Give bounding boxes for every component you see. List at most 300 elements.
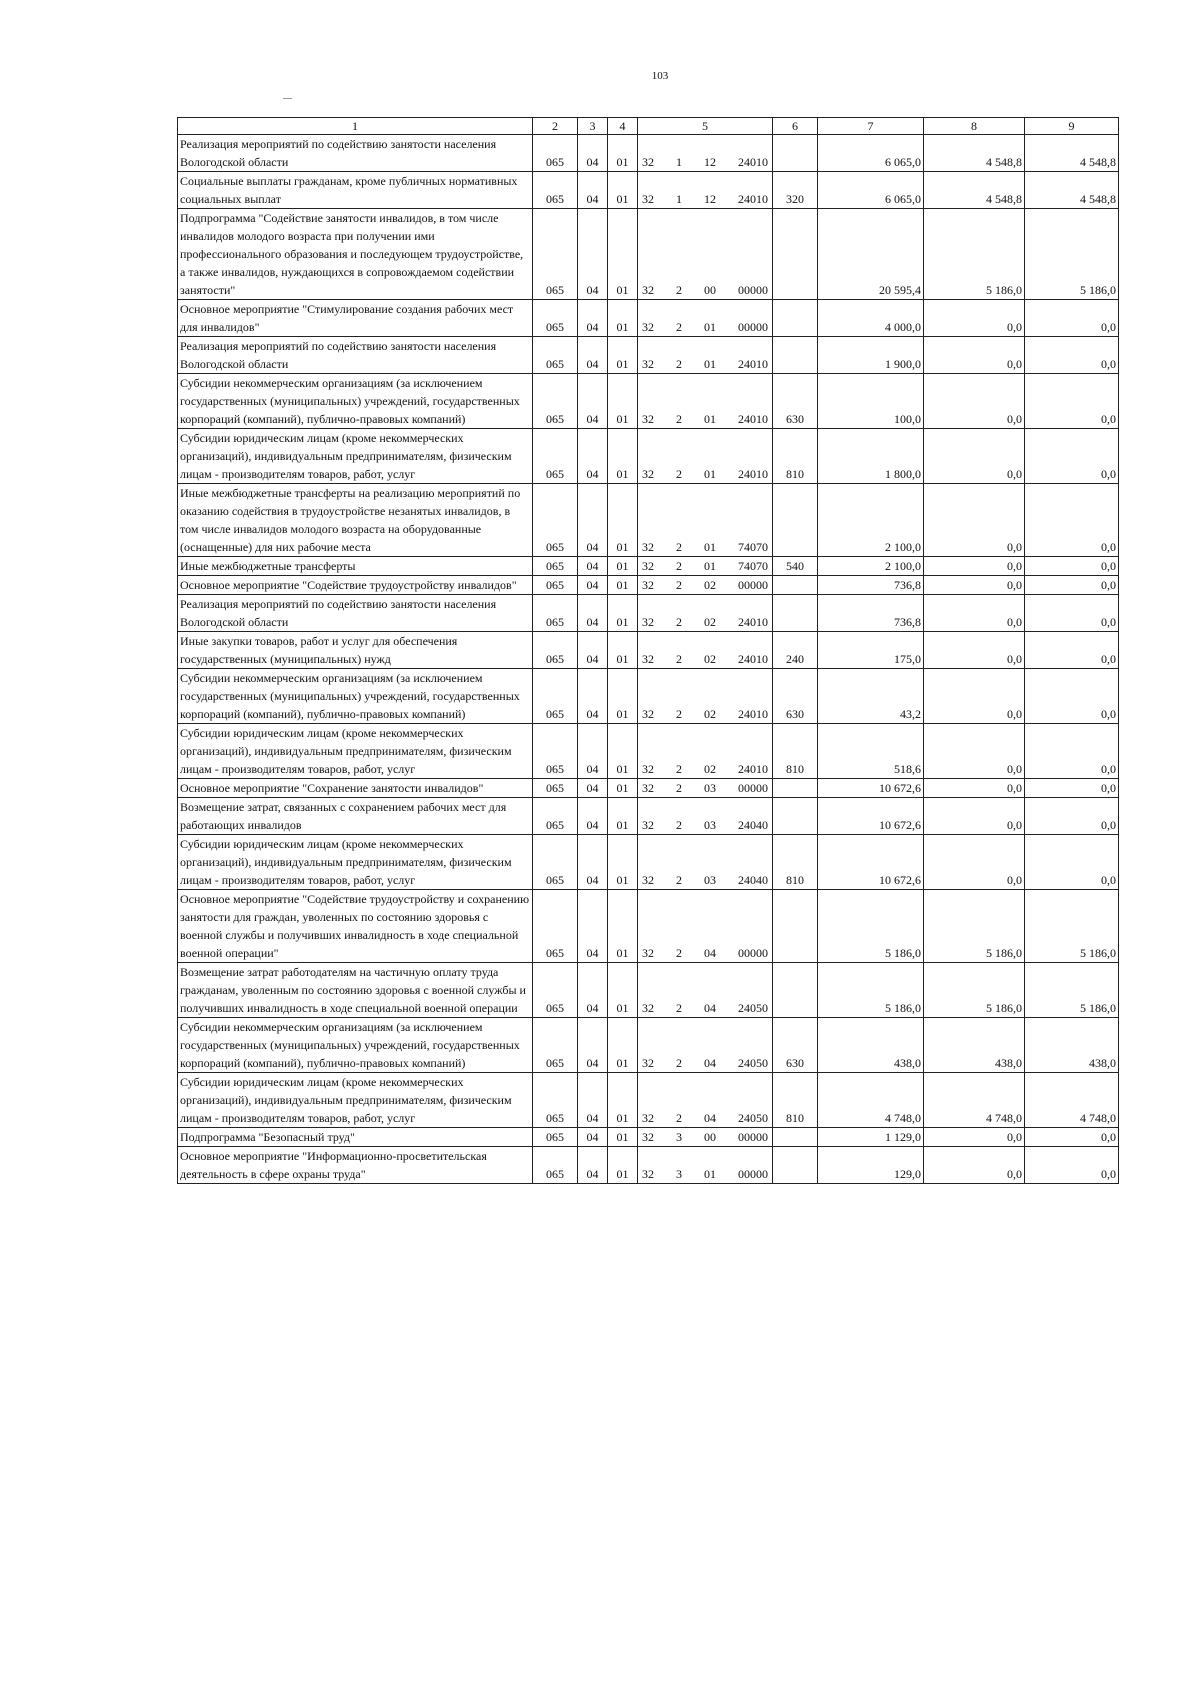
target-article-part: 3 bbox=[676, 1167, 682, 1181]
target-article-cell bbox=[638, 632, 773, 669]
target-article-part: 2 bbox=[676, 540, 682, 554]
expense-type-cell: 810 bbox=[773, 1073, 818, 1128]
target-article-part: 01 bbox=[704, 357, 716, 371]
item-name-cell: Субсидии юридическим лицам (кроме некоммерческих организаций), индивидуальным предпринимателям, физическим лицам - производителям товаров, работ, услуг bbox=[178, 835, 533, 890]
amount-year2-cell: 5 186,0 bbox=[924, 890, 1025, 963]
section-code-cell: 04 bbox=[578, 1018, 608, 1073]
section-code-cell: 04 bbox=[578, 337, 608, 374]
item-name-cell: Субсидии некоммерческим организациям (за исключением государственных (муниципальных) учреждений, государственных корпораций (компаний), публично-правовых компаний) bbox=[178, 1018, 533, 1073]
ministry-code-cell: 065 bbox=[533, 300, 578, 337]
item-name-cell: Субсидии юридическим лицам (кроме некоммерческих организаций), индивидуальным предпринимателям, физическим лицам - производителям товаров, работ, услуг bbox=[178, 724, 533, 779]
target-article-part: 2 bbox=[676, 762, 682, 776]
expense-type-cell: 540 bbox=[773, 557, 818, 576]
target-article-part: 32 bbox=[642, 1130, 654, 1144]
table-row bbox=[178, 595, 1119, 632]
table-row bbox=[178, 1128, 1119, 1147]
column-header: 2 bbox=[533, 118, 578, 135]
amount-year3-cell: 0,0 bbox=[1025, 1147, 1119, 1184]
target-article-part: 02 bbox=[704, 578, 716, 592]
item-name-cell: Возмещение затрат, связанных с сохранением рабочих мест для работающих инвалидов bbox=[178, 798, 533, 835]
expense-type-cell: 810 bbox=[773, 835, 818, 890]
target-article-part: 2 bbox=[676, 652, 682, 666]
target-article-cell bbox=[638, 724, 773, 779]
item-name-cell: Возмещение затрат работодателям на частичную оплату труда гражданам, уволенным по состоянию здоровья с военной службы и получивших инвалидность в ходе специальной военной операции bbox=[178, 963, 533, 1018]
target-article-part: 32 bbox=[642, 1167, 654, 1181]
table-row bbox=[178, 1073, 1119, 1128]
section-code-cell: 04 bbox=[578, 429, 608, 484]
target-article-part: 24010 bbox=[738, 615, 768, 629]
amount-year1-cell: 6 065,0 bbox=[818, 172, 924, 209]
target-article-part: 2 bbox=[676, 946, 682, 960]
target-article-cell bbox=[638, 798, 773, 835]
target-article-parts bbox=[642, 281, 768, 299]
target-article-part: 74070 bbox=[738, 540, 768, 554]
subsection-code-cell: 01 bbox=[608, 669, 638, 724]
subsection-code-cell: 01 bbox=[608, 429, 638, 484]
amount-year3-cell: 0,0 bbox=[1025, 1128, 1119, 1147]
subsection-code-cell: 01 bbox=[608, 798, 638, 835]
amount-year2-cell: 0,0 bbox=[924, 557, 1025, 576]
expense-type-cell bbox=[773, 300, 818, 337]
target-article-cell bbox=[638, 890, 773, 963]
table-row bbox=[178, 172, 1119, 209]
expense-type-cell: 810 bbox=[773, 429, 818, 484]
table-body bbox=[178, 118, 1119, 1184]
target-article-part: 2 bbox=[676, 467, 682, 481]
amount-year3-cell: 0,0 bbox=[1025, 429, 1119, 484]
table-row bbox=[178, 337, 1119, 374]
target-article-part: 32 bbox=[642, 818, 654, 832]
amount-year1-cell: 10 672,6 bbox=[818, 798, 924, 835]
target-article-part: 00 bbox=[704, 1130, 716, 1144]
amount-year3-cell: 438,0 bbox=[1025, 1018, 1119, 1073]
item-name-cell: Субсидии юридическим лицам (кроме некоммерческих организаций), индивидуальным предпринимателям, физическим лицам - производителям товаров, работ, услуг bbox=[178, 429, 533, 484]
target-article-part: 2 bbox=[676, 283, 682, 297]
amount-year1-cell: 6 065,0 bbox=[818, 135, 924, 172]
amount-year1-cell: 5 186,0 bbox=[818, 890, 924, 963]
target-article-part: 24010 bbox=[738, 707, 768, 721]
target-article-part: 2 bbox=[676, 412, 682, 426]
section-code-cell: 04 bbox=[578, 724, 608, 779]
table-row bbox=[178, 890, 1119, 963]
ministry-code-cell: 065 bbox=[533, 835, 578, 890]
target-article-part: 24010 bbox=[738, 652, 768, 666]
expense-type-cell bbox=[773, 798, 818, 835]
target-article-cell bbox=[638, 300, 773, 337]
target-article-part: 74070 bbox=[738, 559, 768, 573]
target-article-part: 32 bbox=[642, 412, 654, 426]
item-name-cell: Социальные выплаты гражданам, кроме публичных нормативных социальных выплат bbox=[178, 172, 533, 209]
ministry-code-cell: 065 bbox=[533, 798, 578, 835]
amount-year2-cell: 5 186,0 bbox=[924, 209, 1025, 300]
target-article-part: 32 bbox=[642, 1111, 654, 1125]
table-row bbox=[178, 576, 1119, 595]
target-article-parts bbox=[642, 576, 768, 594]
page-number: 103 bbox=[651, 70, 669, 82]
target-article-parts bbox=[642, 355, 768, 373]
amount-year2-cell: 4 548,8 bbox=[924, 135, 1025, 172]
subsection-code-cell: 01 bbox=[608, 300, 638, 337]
target-article-part: 02 bbox=[704, 615, 716, 629]
ministry-code-cell: 065 bbox=[533, 557, 578, 576]
section-code-cell: 04 bbox=[578, 576, 608, 595]
column-header: 8 bbox=[924, 118, 1025, 135]
section-code-cell: 04 bbox=[578, 890, 608, 963]
table-row bbox=[178, 798, 1119, 835]
subsection-code-cell: 01 bbox=[608, 576, 638, 595]
target-article-part: 32 bbox=[642, 192, 654, 206]
amount-year2-cell: 0,0 bbox=[924, 300, 1025, 337]
target-article-cell bbox=[638, 1147, 773, 1184]
subsection-code-cell: 01 bbox=[608, 172, 638, 209]
target-article-part: 32 bbox=[642, 283, 654, 297]
amount-year1-cell: 1 129,0 bbox=[818, 1128, 924, 1147]
ministry-code-cell: 065 bbox=[533, 374, 578, 429]
expense-type-cell bbox=[773, 595, 818, 632]
item-name-cell: Основное мероприятие "Содействие трудоустройству инвалидов" bbox=[178, 576, 533, 595]
subsection-code-cell: 01 bbox=[608, 557, 638, 576]
target-article-part: 04 bbox=[704, 1056, 716, 1070]
target-article-part: 02 bbox=[704, 707, 716, 721]
target-article-part: 1 bbox=[676, 155, 682, 169]
ministry-code-cell: 065 bbox=[533, 669, 578, 724]
target-article-cell bbox=[638, 779, 773, 798]
subsection-code-cell: 01 bbox=[608, 1128, 638, 1147]
target-article-part: 32 bbox=[642, 467, 654, 481]
expense-type-cell: 240 bbox=[773, 632, 818, 669]
amount-year2-cell: 5 186,0 bbox=[924, 963, 1025, 1018]
ministry-code-cell: 065 bbox=[533, 1147, 578, 1184]
amount-year1-cell: 5 186,0 bbox=[818, 963, 924, 1018]
table-row bbox=[178, 484, 1119, 557]
amount-year1-cell: 1 900,0 bbox=[818, 337, 924, 374]
item-name-cell: Субсидии юридическим лицам (кроме некоммерческих организаций), индивидуальным предпринимателям, физическим лицам - производителям товаров, работ, услуг bbox=[178, 1073, 533, 1128]
subsection-code-cell: 01 bbox=[608, 724, 638, 779]
target-article-parts bbox=[642, 557, 768, 575]
amount-year2-cell: 438,0 bbox=[924, 1018, 1025, 1073]
target-article-part: 04 bbox=[704, 1111, 716, 1125]
ministry-code-cell: 065 bbox=[533, 724, 578, 779]
section-code-cell: 04 bbox=[578, 779, 608, 798]
amount-year3-cell: 0,0 bbox=[1025, 576, 1119, 595]
expense-type-cell bbox=[773, 890, 818, 963]
ministry-code-cell: 065 bbox=[533, 632, 578, 669]
target-article-part: 3 bbox=[676, 1130, 682, 1144]
target-article-part: 24010 bbox=[738, 412, 768, 426]
amount-year3-cell: 0,0 bbox=[1025, 300, 1119, 337]
target-article-cell bbox=[638, 576, 773, 595]
target-article-part: 2 bbox=[676, 615, 682, 629]
ministry-code-cell: 065 bbox=[533, 429, 578, 484]
target-article-part: 00000 bbox=[738, 320, 768, 334]
amount-year3-cell: 0,0 bbox=[1025, 798, 1119, 835]
item-name-cell: Подпрограмма "Содействие занятости инвалидов, в том числе инвалидов молодого возраста при получении ими профессионального образования и последующем трудоустройстве, а также инвалидов, нуждающихся в сопровождаемом содействии занятости" bbox=[178, 209, 533, 300]
target-article-part: 32 bbox=[642, 652, 654, 666]
target-article-part: 32 bbox=[642, 946, 654, 960]
item-name-cell: Иные закупки товаров, работ и услуг для обеспечения государственных (муниципальных) нужд bbox=[178, 632, 533, 669]
subsection-code-cell: 01 bbox=[608, 337, 638, 374]
amount-year1-cell: 736,8 bbox=[818, 576, 924, 595]
amount-year2-cell: 0,0 bbox=[924, 779, 1025, 798]
target-article-part: 24050 bbox=[738, 1001, 768, 1015]
amount-year3-cell: 4 548,8 bbox=[1025, 135, 1119, 172]
target-article-part: 32 bbox=[642, 578, 654, 592]
amount-year2-cell: 4 548,8 bbox=[924, 172, 1025, 209]
amount-year3-cell: 5 186,0 bbox=[1025, 209, 1119, 300]
budget-table bbox=[177, 117, 1119, 1184]
ministry-code-cell: 065 bbox=[533, 135, 578, 172]
ministry-code-cell: 065 bbox=[533, 576, 578, 595]
ministry-code-cell: 065 bbox=[533, 209, 578, 300]
subsection-code-cell: 01 bbox=[608, 1018, 638, 1073]
target-article-part: 03 bbox=[704, 818, 716, 832]
amount-year1-cell: 736,8 bbox=[818, 595, 924, 632]
subsection-code-cell: 01 bbox=[608, 1073, 638, 1128]
amount-year3-cell: 5 186,0 bbox=[1025, 963, 1119, 1018]
target-article-cell bbox=[638, 669, 773, 724]
expense-type-cell: 810 bbox=[773, 724, 818, 779]
ministry-code-cell: 065 bbox=[533, 890, 578, 963]
ministry-code-cell: 065 bbox=[533, 484, 578, 557]
target-article-part: 2 bbox=[676, 873, 682, 887]
amount-year2-cell: 0,0 bbox=[924, 337, 1025, 374]
target-article-cell bbox=[638, 1073, 773, 1128]
target-article-part: 32 bbox=[642, 781, 654, 795]
target-article-part: 32 bbox=[642, 615, 654, 629]
target-article-part: 2 bbox=[676, 818, 682, 832]
subsection-code-cell: 01 bbox=[608, 484, 638, 557]
target-article-parts bbox=[642, 318, 768, 336]
target-article-cell bbox=[638, 429, 773, 484]
target-article-part: 01 bbox=[704, 467, 716, 481]
target-article-parts bbox=[642, 1128, 768, 1146]
target-article-cell bbox=[638, 963, 773, 1018]
section-code-cell: 04 bbox=[578, 1128, 608, 1147]
target-article-part: 32 bbox=[642, 559, 654, 573]
target-article-part: 2 bbox=[676, 1111, 682, 1125]
scan-artifact-mark bbox=[283, 98, 292, 99]
target-article-cell bbox=[638, 135, 773, 172]
section-code-cell: 04 bbox=[578, 1147, 608, 1184]
amount-year3-cell: 0,0 bbox=[1025, 835, 1119, 890]
section-code-cell: 04 bbox=[578, 557, 608, 576]
amount-year3-cell: 4 748,0 bbox=[1025, 1073, 1119, 1128]
table-row bbox=[178, 669, 1119, 724]
expense-type-cell bbox=[773, 337, 818, 374]
target-article-parts bbox=[642, 816, 768, 834]
section-code-cell: 04 bbox=[578, 595, 608, 632]
target-article-part: 24010 bbox=[738, 762, 768, 776]
table-row bbox=[178, 374, 1119, 429]
section-code-cell: 04 bbox=[578, 669, 608, 724]
amount-year3-cell: 0,0 bbox=[1025, 557, 1119, 576]
target-article-part: 2 bbox=[676, 578, 682, 592]
amount-year2-cell: 0,0 bbox=[924, 835, 1025, 890]
subsection-code-cell: 01 bbox=[608, 374, 638, 429]
target-article-part: 2 bbox=[676, 559, 682, 573]
target-article-parts bbox=[642, 1165, 768, 1183]
amount-year3-cell: 0,0 bbox=[1025, 779, 1119, 798]
target-article-parts bbox=[642, 410, 768, 428]
target-article-part: 2 bbox=[676, 320, 682, 334]
section-code-cell: 04 bbox=[578, 135, 608, 172]
target-article-parts bbox=[642, 538, 768, 556]
amount-year1-cell: 2 100,0 bbox=[818, 484, 924, 557]
target-article-part: 03 bbox=[704, 781, 716, 795]
amount-year3-cell: 0,0 bbox=[1025, 669, 1119, 724]
expense-type-cell: 630 bbox=[773, 1018, 818, 1073]
subsection-code-cell: 01 bbox=[608, 135, 638, 172]
item-name-cell: Подпрограмма "Безопасный труд" bbox=[178, 1128, 533, 1147]
target-article-part: 02 bbox=[704, 652, 716, 666]
amount-year3-cell: 0,0 bbox=[1025, 595, 1119, 632]
ministry-code-cell: 065 bbox=[533, 595, 578, 632]
amount-year1-cell: 129,0 bbox=[818, 1147, 924, 1184]
target-article-part: 04 bbox=[704, 1001, 716, 1015]
item-name-cell: Реализация мероприятий по содействию занятости населения Вологодской области bbox=[178, 337, 533, 374]
amount-year3-cell: 4 548,8 bbox=[1025, 172, 1119, 209]
target-article-part: 32 bbox=[642, 357, 654, 371]
ministry-code-cell: 065 bbox=[533, 1073, 578, 1128]
target-article-parts bbox=[642, 465, 768, 483]
column-header: 9 bbox=[1025, 118, 1119, 135]
section-code-cell: 04 bbox=[578, 484, 608, 557]
target-article-parts bbox=[642, 944, 768, 962]
amount-year3-cell: 0,0 bbox=[1025, 374, 1119, 429]
item-name-cell: Реализация мероприятий по содействию занятости населения Вологодской области bbox=[178, 595, 533, 632]
table-row bbox=[178, 557, 1119, 576]
expense-type-cell: 320 bbox=[773, 172, 818, 209]
expense-type-cell bbox=[773, 576, 818, 595]
item-name-cell: Субсидии некоммерческим организациям (за исключением государственных (муниципальных) учреждений, государственных корпораций (компаний), публично-правовых компаний) bbox=[178, 669, 533, 724]
subsection-code-cell: 01 bbox=[608, 890, 638, 963]
amount-year2-cell: 0,0 bbox=[924, 1128, 1025, 1147]
target-article-part: 32 bbox=[642, 873, 654, 887]
amount-year2-cell: 0,0 bbox=[924, 669, 1025, 724]
table-row bbox=[178, 1147, 1119, 1184]
subsection-code-cell: 01 bbox=[608, 209, 638, 300]
target-article-part: 32 bbox=[642, 707, 654, 721]
target-article-part: 24010 bbox=[738, 357, 768, 371]
target-article-part: 32 bbox=[642, 320, 654, 334]
ministry-code-cell: 065 bbox=[533, 1128, 578, 1147]
expense-type-cell: 630 bbox=[773, 669, 818, 724]
target-article-cell bbox=[638, 374, 773, 429]
target-article-part: 00000 bbox=[738, 781, 768, 795]
target-article-parts bbox=[642, 1109, 768, 1127]
target-article-part: 24010 bbox=[738, 467, 768, 481]
target-article-cell bbox=[638, 1128, 773, 1147]
target-article-parts bbox=[642, 1054, 768, 1072]
target-article-part: 2 bbox=[676, 707, 682, 721]
table-row bbox=[178, 300, 1119, 337]
target-article-cell bbox=[638, 835, 773, 890]
target-article-part: 01 bbox=[704, 559, 716, 573]
subsection-code-cell: 01 bbox=[608, 779, 638, 798]
expense-type-cell bbox=[773, 209, 818, 300]
amount-year2-cell: 0,0 bbox=[924, 798, 1025, 835]
amount-year2-cell: 0,0 bbox=[924, 724, 1025, 779]
target-article-part: 00 bbox=[704, 283, 716, 297]
target-article-part: 2 bbox=[676, 357, 682, 371]
target-article-part: 24050 bbox=[738, 1111, 768, 1125]
target-article-part: 00000 bbox=[738, 1130, 768, 1144]
amount-year1-cell: 175,0 bbox=[818, 632, 924, 669]
column-header: 5 bbox=[638, 118, 773, 135]
ministry-code-cell: 065 bbox=[533, 337, 578, 374]
subsection-code-cell: 01 bbox=[608, 963, 638, 1018]
target-article-part: 2 bbox=[676, 781, 682, 795]
subsection-code-cell: 01 bbox=[608, 595, 638, 632]
section-code-cell: 04 bbox=[578, 209, 608, 300]
table-row bbox=[178, 429, 1119, 484]
ministry-code-cell: 065 bbox=[533, 1018, 578, 1073]
amount-year2-cell: 0,0 bbox=[924, 429, 1025, 484]
item-name-cell: Основное мероприятие "Информационно-просветительская деятельность в сфере охраны труда" bbox=[178, 1147, 533, 1184]
target-article-part: 32 bbox=[642, 1056, 654, 1070]
target-article-part: 12 bbox=[704, 192, 716, 206]
item-name-cell: Основное мероприятие "Стимулирование создания рабочих мест для инвалидов" bbox=[178, 300, 533, 337]
target-article-part: 24010 bbox=[738, 155, 768, 169]
table-row bbox=[178, 779, 1119, 798]
column-header: 1 bbox=[178, 118, 533, 135]
target-article-part: 01 bbox=[704, 412, 716, 426]
expense-type-cell: 630 bbox=[773, 374, 818, 429]
section-code-cell: 04 bbox=[578, 835, 608, 890]
table-row bbox=[178, 835, 1119, 890]
amount-year1-cell: 518,6 bbox=[818, 724, 924, 779]
subsection-code-cell: 01 bbox=[608, 1147, 638, 1184]
target-article-parts bbox=[642, 613, 768, 631]
target-article-part: 32 bbox=[642, 1001, 654, 1015]
expense-type-cell bbox=[773, 484, 818, 557]
target-article-parts bbox=[642, 153, 768, 171]
amount-year1-cell: 10 672,6 bbox=[818, 835, 924, 890]
column-header: 4 bbox=[608, 118, 638, 135]
target-article-part: 00000 bbox=[738, 946, 768, 960]
amount-year1-cell: 4 748,0 bbox=[818, 1073, 924, 1128]
amount-year1-cell: 20 595,4 bbox=[818, 209, 924, 300]
target-article-part: 32 bbox=[642, 762, 654, 776]
section-code-cell: 04 bbox=[578, 172, 608, 209]
ministry-code-cell: 065 bbox=[533, 172, 578, 209]
target-article-part: 24010 bbox=[738, 192, 768, 206]
section-code-cell: 04 bbox=[578, 300, 608, 337]
target-article-part: 2 bbox=[676, 1001, 682, 1015]
subsection-code-cell: 01 bbox=[608, 632, 638, 669]
amount-year1-cell: 2 100,0 bbox=[818, 557, 924, 576]
item-name-cell: Иные межбюджетные трансферты на реализацию мероприятий по оказанию содействия в трудоустройстве незанятых инвалидов, в том числе инвалидов молодого возраста на оборудованные (оснащенные) для них рабочие места bbox=[178, 484, 533, 557]
section-code-cell: 04 bbox=[578, 632, 608, 669]
table-row bbox=[178, 1018, 1119, 1073]
target-article-part: 12 bbox=[704, 155, 716, 169]
target-article-part: 32 bbox=[642, 540, 654, 554]
subsection-code-cell: 01 bbox=[608, 835, 638, 890]
amount-year2-cell: 0,0 bbox=[924, 1147, 1025, 1184]
target-article-part: 01 bbox=[704, 320, 716, 334]
target-article-part: 00000 bbox=[738, 578, 768, 592]
target-article-part: 00000 bbox=[738, 283, 768, 297]
target-article-part: 1 bbox=[676, 192, 682, 206]
ministry-code-cell: 065 bbox=[533, 779, 578, 798]
column-header: 7 bbox=[818, 118, 924, 135]
amount-year1-cell: 100,0 bbox=[818, 374, 924, 429]
target-article-parts bbox=[642, 760, 768, 778]
item-name-cell: Иные межбюджетные трансферты bbox=[178, 557, 533, 576]
table-row bbox=[178, 135, 1119, 172]
target-article-part: 01 bbox=[704, 540, 716, 554]
target-article-parts bbox=[642, 779, 768, 797]
